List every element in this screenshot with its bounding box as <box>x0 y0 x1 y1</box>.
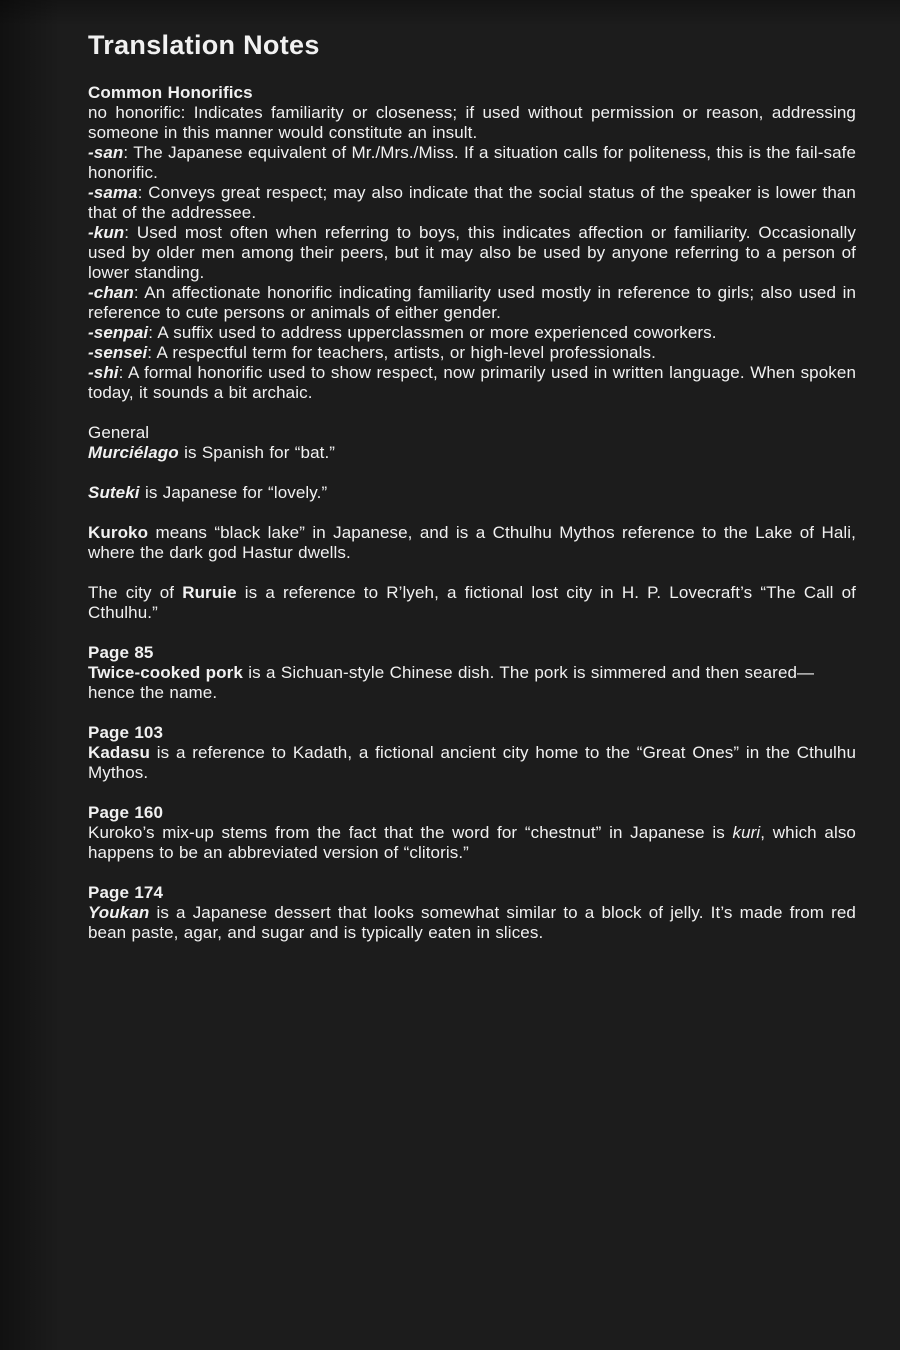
text-run: Murciélago <box>88 443 179 463</box>
text-run: : A suffix used to address upperclassmen or more experienced coworkers. <box>148 323 717 343</box>
text-run: no honorific: Indicates familiarity or closeness; if used without permission or reason, addressing someone in this manner would constitute an insult. <box>88 103 856 143</box>
text-run: Page 103 <box>88 723 164 743</box>
text-run: -san <box>88 143 124 163</box>
text-run: : An affectionate honorific indicating familiarity used mostly in reference to girls; also used in reference to cute persons or animals of either gender. <box>88 283 856 323</box>
section-heading <box>88 803 856 823</box>
text-run: Suteki <box>88 483 140 503</box>
text-run: is a Sichuan-style Chinese dish. The pork is simmered and then seared—hence the name. <box>88 663 815 703</box>
text-run: -shi <box>88 363 119 383</box>
notes-body <box>88 83 856 943</box>
section-heading <box>88 723 856 743</box>
paragraph <box>88 823 856 863</box>
text-run: Twice-cooked pork <box>88 663 243 683</box>
text-run: Page 174 <box>88 883 164 903</box>
paragraph-spacer <box>88 703 856 723</box>
text-run: : A respectful term for teachers, artists, or high-level professionals. <box>147 343 656 363</box>
paragraph <box>88 363 856 403</box>
page-title: Translation Notes <box>88 30 320 60</box>
text-run: is a reference to Kadath, a fictional ancient city home to the “Great Ones” in the Cthulhu Mythos. <box>88 743 856 783</box>
text-run: , which also happens to be an abbreviated version of “clitoris.” <box>88 823 856 863</box>
text-run: Kuroko’s mix-up stems from the fact that the word for “chestnut” in Japanese is <box>88 823 733 843</box>
text-run: Page 85 <box>88 643 154 663</box>
text-run: Youkan <box>88 903 150 923</box>
text-run: The city of <box>88 583 183 603</box>
paragraph-spacer <box>88 463 856 483</box>
text-run: : Used most often when referring to boys, this indicates affection or familiarity. Occasionally used by older men among their peers, but it may also be used by anyone referring to a person of lower standing. <box>88 223 856 283</box>
paragraph-spacer <box>88 623 856 643</box>
paragraph-spacer <box>88 863 856 883</box>
text-run: is a reference to R’lyeh, a fictional lost city in H. P. Lovecraft’s “The Call of Cthulhu.” <box>88 583 856 623</box>
paragraph <box>88 663 856 703</box>
paragraph <box>88 103 856 143</box>
text-run: -kun <box>88 223 125 243</box>
paragraph-spacer <box>88 503 856 523</box>
paragraph <box>88 183 856 223</box>
paragraph <box>88 343 856 363</box>
section-heading <box>88 83 856 103</box>
paragraph <box>88 143 856 183</box>
paragraph-spacer <box>88 563 856 583</box>
text-run: is a Japanese dessert that looks somewhat similar to a block of jelly. It’s made from red bean paste, agar, and sugar and is typically eaten in slices. <box>88 903 856 943</box>
paragraph <box>88 903 856 943</box>
text-run: kuri <box>732 823 761 843</box>
text-run: is Spanish for “bat.” <box>178 443 336 463</box>
paragraph <box>88 523 856 563</box>
paragraph <box>88 323 856 343</box>
section-heading <box>88 643 856 663</box>
text-run: : The Japanese equivalent of Mr./Mrs./Miss. If a situation calls for politeness, this is the fail-safe honorific. <box>88 143 857 183</box>
text-run: -sensei <box>88 343 148 363</box>
paragraph <box>88 743 856 783</box>
text-run: -sama <box>88 183 138 203</box>
paragraph <box>88 483 856 503</box>
paragraph <box>88 443 856 463</box>
paragraph <box>88 283 856 323</box>
text-run: Common Honorifics <box>88 83 253 103</box>
text-run: -senpai <box>88 323 149 343</box>
paragraph <box>88 423 856 443</box>
text-run: : A formal honorific used to show respect, now primarily used in written language. When spoken today, it sounds a bit archaic. <box>88 363 856 403</box>
paragraph-spacer <box>88 783 856 803</box>
section-heading <box>88 883 856 903</box>
text-run: means “black lake” in Japanese, and is a Cthulhu Mythos reference to the Lake of Hali, where the dark god Hastur dwells. <box>88 523 856 563</box>
text-run: Kuroko <box>88 523 149 543</box>
paragraph <box>88 583 856 623</box>
text-run: Page 160 <box>88 803 164 823</box>
paragraph <box>88 223 856 283</box>
text-run: General <box>88 423 150 443</box>
text-run: Kadasu <box>88 743 151 763</box>
text-run: Ruruie <box>182 583 237 603</box>
text-run: -chan <box>88 283 134 303</box>
text-run: is Japanese for “lovely.” <box>139 483 328 503</box>
text-run: : Conveys great respect; may also indicate that the social status of the speaker is lower than that of the addressee. <box>88 183 856 223</box>
paragraph-spacer <box>88 403 856 423</box>
